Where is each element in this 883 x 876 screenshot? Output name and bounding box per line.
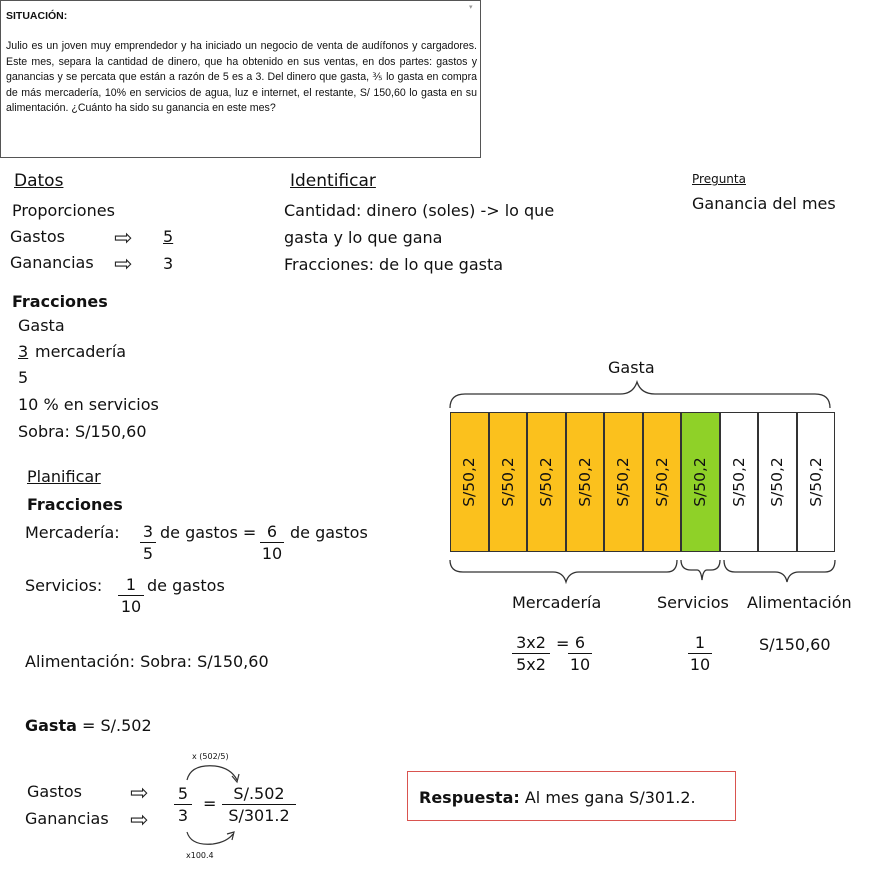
diagram-merc-frac xyxy=(512,633,550,676)
gasta-segment xyxy=(758,412,797,552)
gasta-segment xyxy=(681,412,720,552)
diagram-merc-frac-den: 5x2 xyxy=(516,655,546,674)
situation-text: Julio es un joven muy emprendedor y ha iniciado un negocio de venta de audífonos y cargadores. Este mes, separa la cantidad de dinero, que ha obtenido en sus ventas, en dos partes: gastos y ganancias y se percata que están a razón de 5 es a 3. Del dinero que gasta, ⅗ lo gasta en compra de más mercadería, 10% en servicios de agua, luz e internet, el restante, S/ 150,60 lo gasta en su alimentación. ¿Cuánto ha sido su ganancia en este mes? xyxy=(6,40,477,114)
diagram-merc-frac-2 xyxy=(568,633,592,676)
proporciones-label: Proporciones xyxy=(12,201,115,220)
fracciones-servicios: 10 % en servicios xyxy=(18,395,159,414)
serv-label: Servicios: xyxy=(25,576,103,595)
gasta-total-label: Gasta xyxy=(25,716,77,735)
bottom-multiplier-note: x100.4 xyxy=(186,851,214,860)
de-gastos-1: de gastos = xyxy=(160,523,257,542)
diagram-top-label: Gasta xyxy=(608,358,655,377)
answer-text: Al mes gana S/301.2. xyxy=(524,788,696,807)
gasta-segment xyxy=(489,412,528,552)
answer-label: Respuesta: xyxy=(419,788,520,807)
top-multiplier-note: x (502/5) xyxy=(192,752,229,761)
de-gastos-3: de gastos xyxy=(147,576,225,595)
final-ganancias-label: Ganancias xyxy=(25,809,109,828)
gasta-segment xyxy=(450,412,489,552)
top-brace xyxy=(445,380,840,415)
gasta-bar xyxy=(450,412,835,552)
alimentacion-line: Alimentación: Sobra: S/150,60 xyxy=(25,652,269,671)
gasta-segment-label: S/50,2 xyxy=(460,457,479,507)
situation-title: SITUACIÓN: xyxy=(6,10,68,22)
serv-fraction-den: 10 xyxy=(120,597,142,616)
fracciones-merc-text: mercadería xyxy=(35,342,127,361)
gasta-segment xyxy=(566,412,605,552)
diagram-merc-frac-2-num: 6 xyxy=(568,633,592,654)
diagram-merc-frac-num: 3x2 xyxy=(512,633,550,654)
identificar-heading: Identificar xyxy=(290,171,376,191)
scroll-indicator-icon[interactable]: ▾ xyxy=(469,3,473,11)
final-gastos-label: Gastos xyxy=(27,782,82,801)
situation-box xyxy=(0,0,481,158)
identificar-line-3: Fracciones: de lo que gasta xyxy=(284,255,504,274)
diagram-alim-label: Alimentación xyxy=(747,593,852,612)
ganancias-arrow-icon: ⇨ xyxy=(114,252,133,277)
de-gastos-2: de gastos xyxy=(290,523,368,542)
ganancias-label: Ganancias xyxy=(10,253,94,272)
planificar-sub: Fracciones xyxy=(27,495,123,514)
final-value-ganancias: S/301.2 xyxy=(228,806,290,825)
diagram-merc-label: Mercadería xyxy=(512,593,602,612)
final-ratio-frac xyxy=(174,784,192,827)
merc-fraction-num: 3 xyxy=(140,522,156,543)
pregunta-heading: Pregunta xyxy=(692,172,746,186)
gasta-segment xyxy=(720,412,759,552)
final-ganancias-arrow-icon: ⇨ xyxy=(130,808,149,833)
fracciones-sobra: Sobra: S/150,60 xyxy=(18,422,147,441)
gasta-segment xyxy=(527,412,566,552)
merc-fraction-2-den: 10 xyxy=(261,544,283,563)
bottom-braces xyxy=(445,556,840,588)
final-gastos-arrow-icon: ⇨ xyxy=(130,781,149,806)
diagram-serv-frac-den: 10 xyxy=(689,655,711,674)
answer-box xyxy=(407,771,736,821)
gasta-total-line xyxy=(25,716,152,735)
final-eq: = xyxy=(203,794,217,813)
gasta-segment xyxy=(643,412,682,552)
datos-heading: Datos xyxy=(14,171,64,191)
pregunta-text: Ganancia del mes xyxy=(692,194,836,213)
final-value-gastos: S/.502 xyxy=(222,784,296,805)
diagram-merc-eq: = xyxy=(556,634,570,653)
gasta-segment-label: S/50,2 xyxy=(691,457,710,507)
final-value-frac xyxy=(222,784,296,827)
fracciones-gasta: Gasta xyxy=(18,316,65,335)
diagram-serv-frac xyxy=(688,633,712,676)
fracciones-heading: Fracciones xyxy=(12,292,108,311)
final-ratio-num: 5 xyxy=(174,784,192,805)
gasta-segment-label: S/50,2 xyxy=(537,457,556,507)
merc-fraction-den: 5 xyxy=(142,544,154,563)
gasta-segment-label: S/50,2 xyxy=(575,457,594,507)
diagram-merc-frac-2-den: 10 xyxy=(569,655,591,674)
merc-fraction xyxy=(140,522,156,565)
diagram-serv-frac-num: 1 xyxy=(688,633,712,654)
diagram-alim-value: S/150,60 xyxy=(759,635,831,654)
serv-fraction xyxy=(118,575,144,618)
gastos-arrow-icon: ⇨ xyxy=(114,226,133,251)
merc-fraction-2 xyxy=(260,522,284,565)
planificar-heading: Planificar xyxy=(27,467,101,486)
serv-fraction-num: 1 xyxy=(118,575,144,596)
gasta-segment-label: S/50,2 xyxy=(729,457,748,507)
merc-fraction-2-num: 6 xyxy=(260,522,284,543)
gasta-segment-label: S/50,2 xyxy=(806,457,825,507)
gasta-segment-label: S/50,2 xyxy=(652,457,671,507)
gasta-segment-label: S/50,2 xyxy=(498,457,517,507)
fracciones-merc-den: 5 xyxy=(18,368,29,387)
diagram-serv-label: Servicios xyxy=(657,593,729,612)
identificar-line-1: Cantidad: dinero (soles) -> lo que xyxy=(284,201,555,220)
identificar-line-2: gasta y lo que gana xyxy=(284,228,443,247)
ganancias-ratio: 3 xyxy=(163,254,174,273)
gasta-segment-label: S/50,2 xyxy=(614,457,633,507)
gastos-ratio: 5 xyxy=(163,227,174,246)
gastos-label: Gastos xyxy=(10,227,65,246)
gasta-total-value: = S/.502 xyxy=(82,716,152,735)
gasta-segment xyxy=(604,412,643,552)
gasta-segment xyxy=(797,412,836,552)
final-ratio-den: 3 xyxy=(177,806,189,825)
fracciones-merc-num: 3 xyxy=(18,342,29,361)
merc-label: Mercadería: xyxy=(25,523,120,542)
answer-line xyxy=(419,788,696,807)
gasta-segment-label: S/50,2 xyxy=(768,457,787,507)
